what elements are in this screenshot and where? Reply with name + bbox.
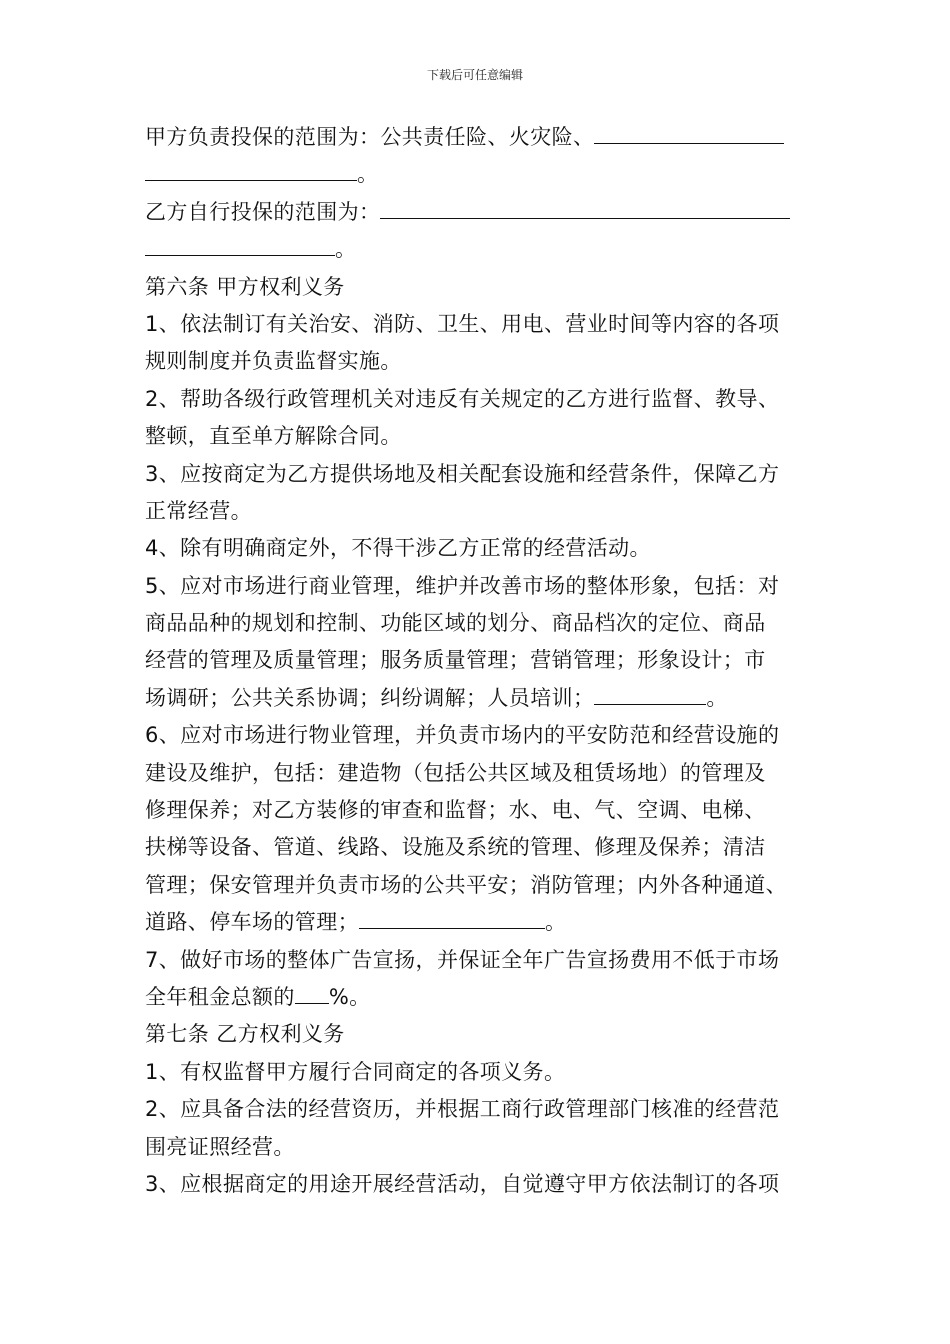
line-text: 管理；保安管理并负责市场的公共平安；消防管理；内外各种通道、 bbox=[145, 872, 787, 897]
line-text: 第七条 乙方权利义务 bbox=[145, 1022, 345, 1047]
line-text: 扶梯等设备、管道、线路、设施及系统的管理、修理及保养；清洁 bbox=[145, 835, 766, 860]
line-text: 建设及维护，包括：建造物（包括公共区域及租赁场地）的管理及 bbox=[145, 760, 766, 785]
fill-in-blank[interactable] bbox=[295, 983, 329, 1004]
text-line bbox=[145, 119, 815, 156]
fill-in-blank[interactable] bbox=[145, 235, 335, 256]
fill-in-blank[interactable] bbox=[594, 123, 784, 144]
line-text: 围亮证照经营。 bbox=[145, 1134, 295, 1159]
fill-in-blank[interactable] bbox=[145, 160, 357, 181]
line-text: 6、应对市场进行物业管理，并负责市场内的平安防范和经营设施的 bbox=[145, 723, 780, 748]
line-text: 第六条 甲方权利义务 bbox=[145, 274, 345, 299]
page-header: 下载后可任意编辑 bbox=[426, 68, 523, 82]
text-line bbox=[145, 418, 815, 455]
text-line bbox=[145, 530, 815, 567]
line-text: 。 bbox=[335, 237, 357, 262]
text-line bbox=[145, 269, 815, 306]
line-text: 商品品种的规划和控制、功能区域的划分、商品档次的定位、商品 bbox=[145, 611, 766, 636]
fill-in-blank[interactable] bbox=[594, 684, 706, 705]
text-line bbox=[145, 381, 815, 418]
text-line bbox=[145, 829, 815, 866]
line-text: 全年租金总额的 bbox=[145, 984, 295, 1009]
line-text: %。 bbox=[328, 984, 371, 1009]
text-line bbox=[145, 717, 815, 754]
line-text: 1、依法制订有关治安、消防、卫生、用电、营业时间等内容的各项 bbox=[145, 311, 780, 336]
line-text: 4、除有明确商定外，不得干涉乙方正常的经营活动。 bbox=[145, 536, 651, 561]
text-line bbox=[145, 755, 815, 792]
line-text: 2、应具备合法的经营资历，并根据工商行政管理部门核准的经营范 bbox=[145, 1097, 780, 1122]
text-line bbox=[145, 642, 815, 679]
line-text: 7、做好市场的整体广告宣扬，并保证全年广告宣扬费用不低于市场 bbox=[145, 947, 780, 972]
line-text: 。 bbox=[545, 910, 567, 935]
text-line bbox=[145, 904, 815, 941]
line-text: 1、有权监督甲方履行合同商定的各项义务。 bbox=[145, 1059, 566, 1084]
line-text: 乙方自行投保的范围为： bbox=[145, 199, 381, 224]
line-text: 道路、停车场的管理； bbox=[145, 910, 359, 935]
text-line bbox=[145, 680, 815, 717]
text-line bbox=[145, 343, 815, 380]
text-line bbox=[145, 493, 815, 530]
text-line bbox=[145, 194, 815, 231]
text-line bbox=[145, 942, 815, 979]
line-text: 经营的管理及质量管理；服务质量管理；营销管理；形象设计；市 bbox=[145, 648, 766, 673]
line-text: 2、帮助各级行政管理机关对违反有关规定的乙方进行监督、教导、 bbox=[145, 386, 780, 411]
document-body bbox=[145, 119, 815, 1203]
line-text: 3、应按商定为乙方提供场地及相关配套设施和经营条件，保障乙方 bbox=[145, 461, 780, 486]
line-text: 甲方负责投保的范围为：公共责任险、火灾险、 bbox=[145, 125, 595, 149]
text-line bbox=[145, 1054, 815, 1091]
text-line bbox=[145, 867, 815, 904]
text-line bbox=[145, 306, 815, 343]
line-text: 修理保养；对乙方装修的审查和监督；水、电、气、空调、电梯、 bbox=[145, 798, 766, 823]
line-text: 5、应对市场进行商业管理，维护并改善市场的整体形象，包括：对 bbox=[145, 573, 780, 598]
text-line bbox=[145, 156, 815, 193]
text-line bbox=[145, 568, 815, 605]
line-text: 。 bbox=[357, 162, 379, 187]
text-line bbox=[145, 231, 815, 268]
line-text: 。 bbox=[706, 685, 728, 710]
line-text: 3、应根据商定的用途开展经营活动，自觉遵守甲方依法制订的各项 bbox=[145, 1171, 780, 1196]
fill-in-blank[interactable] bbox=[359, 908, 545, 929]
line-text: 整顿，直至单方解除合同。 bbox=[145, 424, 402, 449]
text-line bbox=[145, 979, 815, 1016]
text-line bbox=[145, 1016, 815, 1053]
text-line bbox=[145, 456, 815, 493]
line-text: 规则制度并负责监督实施。 bbox=[145, 349, 402, 374]
text-line bbox=[145, 1129, 815, 1166]
fill-in-blank[interactable] bbox=[380, 198, 790, 219]
text-line bbox=[145, 792, 815, 829]
line-text: 正常经营。 bbox=[145, 498, 252, 523]
text-line bbox=[145, 605, 815, 642]
line-text: 场调研；公共关系协调；纠纷调解；人员培训； bbox=[145, 685, 595, 710]
text-line bbox=[145, 1166, 815, 1203]
text-line bbox=[145, 1091, 815, 1128]
